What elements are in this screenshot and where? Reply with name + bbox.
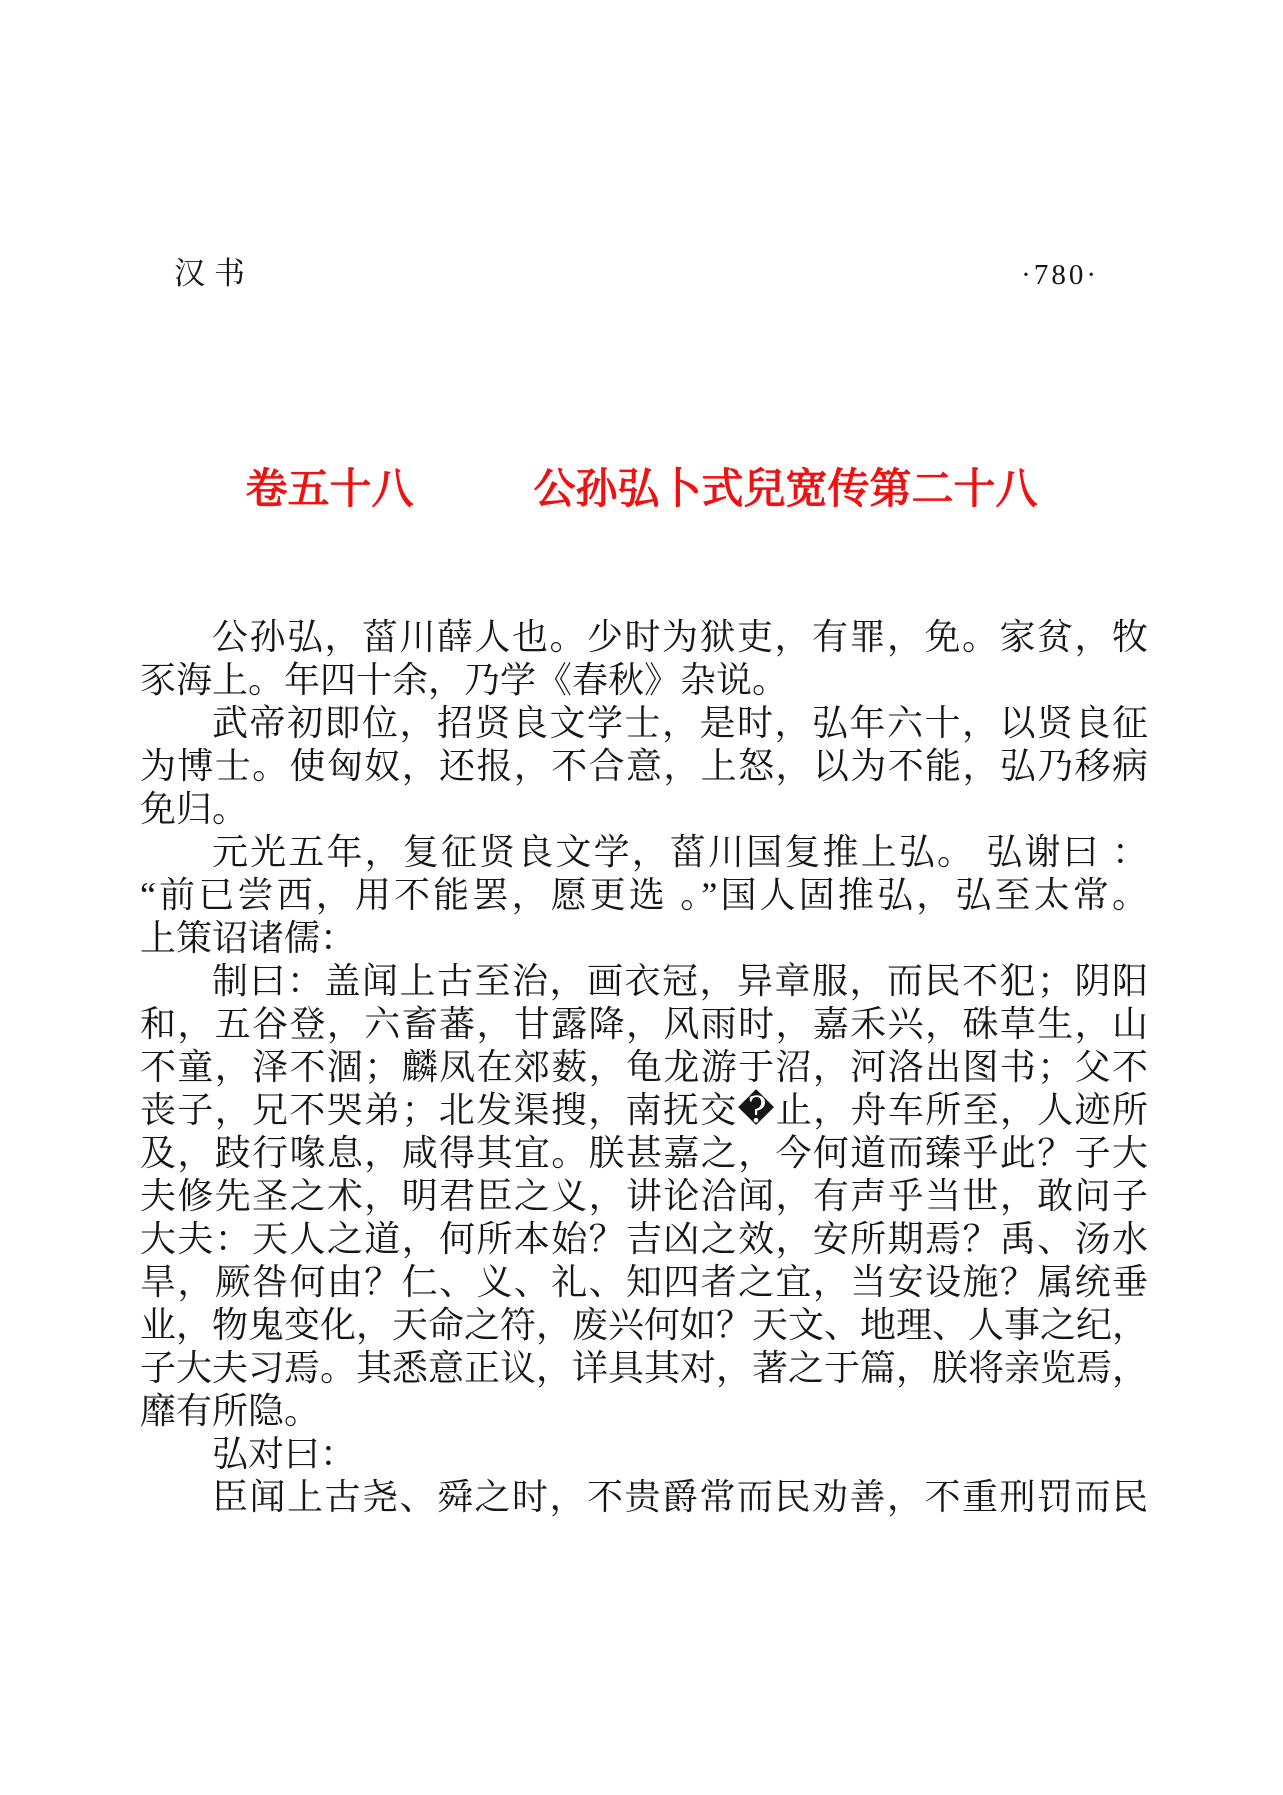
running-head-book-title: 汉书 [174,256,254,291]
text-line: 元光五年，复征贤良文学，菑川国复推上弘。 弘谢曰 ： [212,832,1148,872]
text-line: 及，跂行喙息，咸得其宜。朕甚嘉之，今何道而臻乎此？子大 [140,1133,1148,1173]
text-line: 夫修先圣之术，明君臣之义，讲论洽闻，有声乎当世，敢问子 [140,1176,1148,1216]
text-line: 免归。 [140,789,249,829]
text-line: 不童，泽不涸；麟凤在郊薮，龟龙游于沼，河洛出图书；父不 [140,1047,1148,1087]
text-line: 大夫：天人之道，何所本始？吉凶之效，安所期焉？禹、汤水 [140,1219,1148,1259]
body-text [140,616,1148,1519]
text-line: 上策诏诸儒： [140,918,357,958]
chapter-number: 卷五十八 [245,467,414,513]
text-line: 和，五谷登，六畜蕃，甘露降，风雨时，嘉禾兴，硃草生，山 [140,1004,1148,1044]
text-line: 业，物鬼变化，天命之符，废兴何如？天文、地理、人事之纪， [140,1305,1149,1345]
chapter-title [0,456,1283,516]
text-line: 靡有所隐。 [140,1391,321,1431]
text-line: 公孙弘，菑川薛人也。少时为狱吏，有罪，免。家贫，牧 [212,617,1148,657]
page-number: ·780· [1021,259,1099,291]
text-line: 武帝初即位，招贤良文学士，是时，弘年六十，以贤良征 [212,703,1148,743]
text-line: 为博士。使匈奴，还报，不合意，上怒，以为不能，弘乃移病 [140,746,1148,786]
text-line: 旱，厥咎何由？仁、义、礼、知四者之宜，当安设施？属统垂 [140,1262,1148,1302]
text-line: “前已尝西，用不能罢，愿更选 。”国人固推弘，弘至太常。 [140,875,1148,915]
text-line: 弘对曰： [212,1434,357,1474]
page-header [140,248,1147,293]
text-line: 豕海上。年四十余，乃学《春秋》杂说。 [140,660,789,700]
chapter-name: 公孙弘卜式兒宽传第二十八 [533,467,1038,513]
text-line: 制曰：盖闻上古至治，画衣冠，异章服，而民不犯；阴阳 [212,961,1148,1001]
text-line: 子大夫习焉。其悉意正议，详具其对，著之于篇，朕将亲览焉， [140,1348,1149,1388]
text-line: 丧子，兄不哭弟；北发渠搜，南抚交�止，舟车所至，人迹所 [140,1090,1148,1130]
text-line: 臣闻上古尧、舜之时，不贵爵常而民劝善，不重刑罚而民 [212,1477,1148,1517]
